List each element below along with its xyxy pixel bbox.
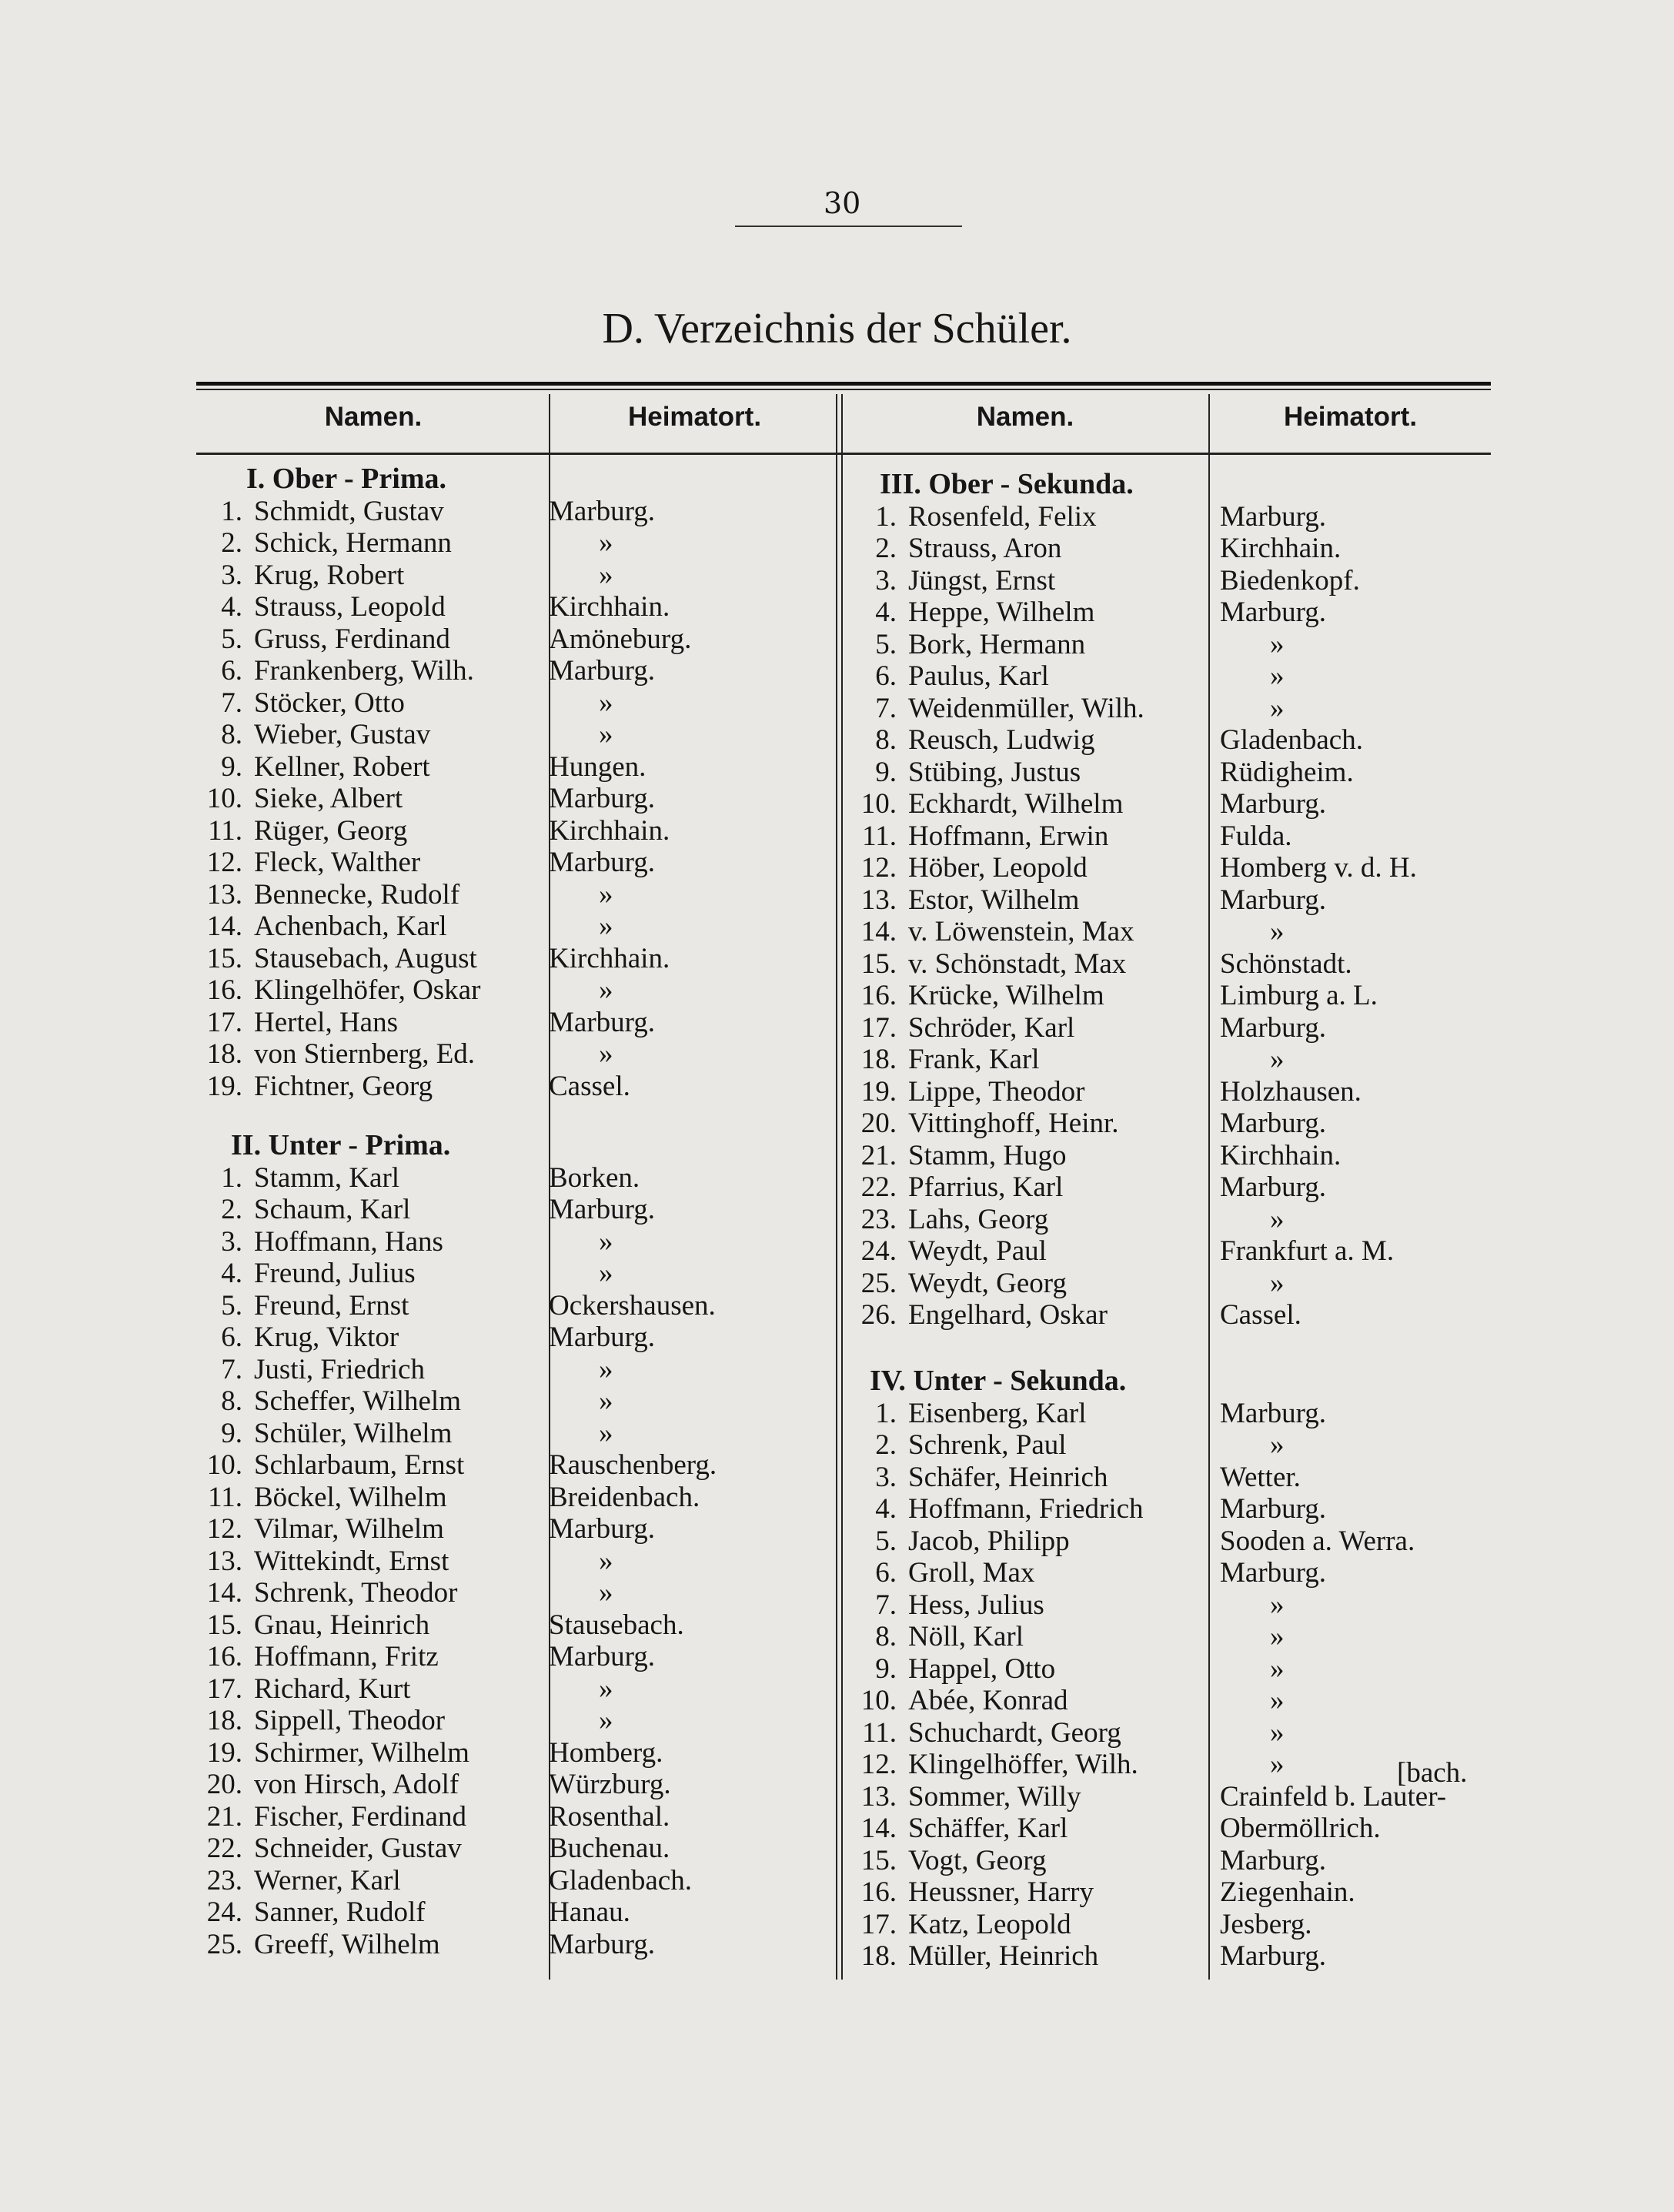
- student-number: 11.: [862, 820, 897, 852]
- student-name: Schäfer, Heinrich: [908, 1461, 1108, 1493]
- student-home: »: [1270, 1044, 1285, 1075]
- student-home: Crainfeld b. Lauter-: [1220, 1780, 1447, 1813]
- header-left-names: Namen.: [324, 402, 423, 432]
- student-name: Weydt, Georg: [908, 1267, 1067, 1299]
- student-name: Höber, Leopold: [908, 852, 1088, 884]
- student-number: 21.: [206, 1800, 242, 1833]
- student-name: Bork, Hermann: [908, 628, 1086, 660]
- student-name: Greeff, Wilhelm: [254, 1928, 440, 1960]
- student-number: 16.: [206, 1641, 242, 1672]
- student-number: 25.: [860, 1267, 897, 1299]
- student-home: Ziegenhain.: [1220, 1876, 1355, 1908]
- student-name: Weydt, Paul: [908, 1235, 1047, 1267]
- student-name: Happel, Otto: [908, 1652, 1056, 1685]
- student-home: »: [599, 974, 613, 1006]
- student-home: Marburg.: [1220, 1557, 1327, 1589]
- student-name: von Hirsch, Adolf: [254, 1769, 459, 1800]
- student-home: Frankfurt a. M.: [1220, 1235, 1395, 1267]
- student-home: »: [1270, 1749, 1285, 1780]
- student-name: Paulus, Karl: [908, 660, 1049, 692]
- student-name: Frankenberg, Wilh.: [254, 655, 474, 687]
- student-name: Fichtner, Georg: [254, 1070, 433, 1102]
- student-number: 12.: [206, 1513, 242, 1545]
- student-number: 7.: [875, 1589, 897, 1621]
- student-number: 19.: [206, 1736, 242, 1769]
- student-name: Stamm, Hugo: [908, 1139, 1067, 1171]
- student-home: Hanau.: [549, 1896, 630, 1928]
- student-number: 3.: [875, 1461, 897, 1493]
- student-number: 7.: [221, 687, 242, 719]
- student-name: Engelhard, Oskar: [908, 1299, 1108, 1331]
- student-home: Marburg.: [549, 655, 656, 687]
- student-number: 3.: [221, 1225, 242, 1258]
- student-name: Kellner, Robert: [254, 750, 430, 783]
- student-home: Marburg.: [1220, 1493, 1327, 1525]
- student-name: Pfarrius, Karl: [908, 1171, 1064, 1203]
- student-home: Kirchhain.: [549, 814, 670, 847]
- header-right-home: Heimatort.: [1283, 402, 1418, 432]
- student-name: Stamm, Karl: [254, 1161, 400, 1194]
- student-name: Rosenfeld, Felix: [908, 500, 1097, 533]
- student-home: Rauschenberg.: [549, 1449, 717, 1481]
- student-home: »: [599, 1545, 613, 1577]
- student-number: 21.: [860, 1139, 897, 1171]
- student-home: Marburg.: [549, 1928, 656, 1960]
- table-header-rule: [196, 453, 1491, 455]
- student-name: Schmidt, Gustav: [254, 495, 444, 527]
- student-home: Stausebach.: [549, 1609, 684, 1641]
- student-name: Sommer, Willy: [908, 1780, 1081, 1813]
- student-name: Krug, Viktor: [254, 1322, 399, 1353]
- student-home: Marburg.: [549, 1641, 656, 1672]
- student-name: Fischer, Ferdinand: [254, 1800, 466, 1833]
- student-home: Marburg.: [1220, 1844, 1327, 1876]
- student-home: Holzhausen.: [1220, 1075, 1362, 1108]
- student-number: 2.: [221, 527, 242, 559]
- student-name: Heussner, Harry: [908, 1876, 1094, 1908]
- student-name: Müller, Heinrich: [908, 1940, 1099, 1972]
- student-home: »: [1270, 1652, 1285, 1685]
- student-number: 8.: [875, 724, 897, 756]
- student-home: Gladenbach.: [549, 1864, 692, 1896]
- student-number: 15.: [206, 942, 242, 974]
- page-number: 30: [824, 186, 861, 220]
- student-home: Rosenthal.: [549, 1800, 670, 1833]
- student-number: 14.: [206, 911, 242, 942]
- student-home: »: [599, 1038, 613, 1070]
- student-number: 13.: [860, 884, 897, 916]
- student-number: 6.: [221, 655, 242, 687]
- student-number: 1.: [875, 1397, 897, 1429]
- section-heading: II. Unter - Prima.: [231, 1129, 451, 1161]
- student-home: »: [1270, 1685, 1285, 1716]
- student-name: Klingelhöffer, Wilh.: [908, 1749, 1138, 1780]
- student-home: Fulda.: [1220, 820, 1292, 852]
- student-home: Rüdigheim.: [1220, 756, 1354, 788]
- student-number: 17.: [206, 1672, 242, 1705]
- student-name: Sieke, Albert: [254, 783, 403, 814]
- student-name: von Stiernberg, Ed.: [254, 1038, 476, 1070]
- student-number: 11.: [862, 1716, 897, 1749]
- student-name: Freund, Julius: [254, 1258, 416, 1289]
- student-number: 1.: [875, 500, 897, 533]
- student-home: »: [1270, 628, 1285, 660]
- student-home: »: [1270, 1716, 1285, 1749]
- student-home: »: [599, 1577, 613, 1609]
- student-home: Sooden a. Werra.: [1220, 1525, 1415, 1557]
- column-divider-right: [1208, 394, 1210, 1980]
- student-number: 17.: [206, 1006, 242, 1038]
- header-right-names: Namen.: [976, 402, 1074, 432]
- student-home: Hungen.: [549, 750, 647, 783]
- student-home: »: [1270, 1589, 1285, 1621]
- student-number: 18.: [206, 1705, 242, 1736]
- student-number: 8.: [221, 719, 242, 750]
- student-number: 20.: [206, 1769, 242, 1800]
- student-number: 9.: [875, 1652, 897, 1685]
- student-number: 8.: [221, 1385, 242, 1417]
- student-home: Breidenbach.: [549, 1481, 700, 1513]
- student-name: Hoffmann, Hans: [254, 1225, 443, 1258]
- student-name: Strauss, Leopold: [254, 591, 446, 623]
- student-number: 2.: [875, 533, 897, 564]
- student-home: »: [599, 1258, 613, 1289]
- student-home: »: [599, 1353, 613, 1385]
- student-number: 2.: [221, 1194, 242, 1225]
- student-name: Freund, Ernst: [254, 1289, 409, 1322]
- student-home: Amöneburg.: [549, 623, 692, 655]
- student-home: »: [1270, 1203, 1285, 1235]
- student-number: 8.: [875, 1621, 897, 1652]
- student-home: Marburg.: [1220, 884, 1327, 916]
- student-name: Reusch, Ludwig: [908, 724, 1095, 756]
- student-name: Eisenberg, Karl: [908, 1397, 1087, 1429]
- student-name: Krug, Robert: [254, 559, 405, 591]
- student-home: Ockershausen.: [549, 1289, 716, 1322]
- student-number: 16.: [860, 980, 897, 1011]
- student-home: »: [599, 719, 613, 750]
- student-number: 20.: [860, 1108, 897, 1139]
- student-number: 24.: [860, 1235, 897, 1267]
- student-number: 18.: [860, 1940, 897, 1972]
- student-home: »: [599, 687, 613, 719]
- student-home: Cassel.: [1220, 1299, 1301, 1331]
- student-number: 16.: [860, 1876, 897, 1908]
- student-number: 12.: [860, 1749, 897, 1780]
- student-number: 24.: [206, 1896, 242, 1928]
- student-name: Nöll, Karl: [908, 1621, 1024, 1652]
- student-number: 25.: [206, 1928, 242, 1960]
- student-home: »: [599, 559, 613, 591]
- student-number: 12.: [206, 847, 242, 878]
- student-number: 15.: [206, 1609, 242, 1641]
- section-heading: III. Ober - Sekunda.: [880, 468, 1134, 500]
- student-name: Abée, Konrad: [908, 1685, 1068, 1716]
- student-number: 1.: [221, 495, 242, 527]
- student-name: Schaum, Karl: [254, 1194, 411, 1225]
- student-home: »: [599, 527, 613, 559]
- student-name: Richard, Kurt: [254, 1672, 411, 1705]
- student-home: Gladenbach.: [1220, 724, 1363, 756]
- student-home: Jesberg.: [1220, 1908, 1312, 1940]
- student-home: »: [1270, 1429, 1285, 1461]
- student-number: 11.: [208, 814, 242, 847]
- student-name: Justi, Friedrich: [254, 1353, 425, 1385]
- student-number: 17.: [860, 1908, 897, 1940]
- student-home: Marburg.: [1220, 1940, 1327, 1972]
- student-name: Schrenk, Paul: [908, 1429, 1067, 1461]
- student-home: Buchenau.: [549, 1833, 670, 1864]
- student-number: 10.: [860, 788, 897, 820]
- student-number: 4.: [221, 1258, 242, 1289]
- table-top-rule-thin: [196, 389, 1491, 390]
- student-number: 17.: [860, 1011, 897, 1044]
- student-home: Marburg.: [549, 495, 656, 527]
- student-number: 12.: [860, 852, 897, 884]
- student-number: 19.: [860, 1075, 897, 1108]
- student-home: »: [1270, 660, 1285, 692]
- student-home: Marburg.: [549, 847, 656, 878]
- student-home: Marburg.: [1220, 596, 1327, 628]
- student-home: Cassel.: [549, 1070, 630, 1102]
- section-heading: I. Ober - Prima.: [246, 463, 446, 495]
- student-number: 18.: [860, 1044, 897, 1075]
- student-number: 22.: [860, 1171, 897, 1203]
- student-number: 1.: [221, 1161, 242, 1194]
- student-number: 6.: [875, 660, 897, 692]
- student-home: Marburg.: [549, 1513, 656, 1545]
- student-home: Marburg.: [1220, 500, 1327, 533]
- student-number: 19.: [206, 1070, 242, 1102]
- student-number: 5.: [221, 623, 242, 655]
- student-number: 16.: [206, 974, 242, 1006]
- student-name: Schröder, Karl: [908, 1011, 1075, 1044]
- student-number: 6.: [875, 1557, 897, 1589]
- student-number: 26.: [860, 1299, 897, 1331]
- student-number: 9.: [221, 1417, 242, 1449]
- student-home: »: [599, 1417, 613, 1449]
- student-name: Eckhardt, Wilhelm: [908, 788, 1124, 820]
- student-name: v. Löwenstein, Max: [908, 916, 1134, 947]
- student-number: 14.: [860, 1813, 897, 1844]
- student-name: Sanner, Rudolf: [254, 1896, 426, 1928]
- student-home: Marburg.: [549, 783, 656, 814]
- student-home: Marburg.: [549, 1194, 656, 1225]
- student-number: 7.: [875, 692, 897, 724]
- student-home: Wetter.: [1220, 1461, 1301, 1493]
- student-home: Marburg.: [549, 1322, 656, 1353]
- student-home: Homberg.: [549, 1736, 663, 1769]
- student-name: Vilmar, Wilhelm: [254, 1513, 444, 1545]
- student-number: 9.: [221, 750, 242, 783]
- page-number-rule: [735, 226, 962, 227]
- student-number: 13.: [860, 1780, 897, 1813]
- student-home: »: [599, 1225, 613, 1258]
- student-name: v. Schönstadt, Max: [908, 947, 1127, 980]
- section-heading: IV. Unter - Sekunda.: [870, 1365, 1127, 1397]
- student-name: Gnau, Heinrich: [254, 1609, 430, 1641]
- student-name: Heppe, Wilhelm: [908, 596, 1095, 628]
- student-name: Schneider, Gustav: [254, 1833, 462, 1864]
- student-number: 13.: [206, 878, 242, 911]
- student-name: Stausebach, August: [254, 942, 477, 974]
- student-number: 13.: [206, 1545, 242, 1577]
- student-home: Marburg.: [1220, 1011, 1327, 1044]
- student-number: 11.: [208, 1481, 242, 1513]
- table-top-rule-thick: [196, 382, 1491, 386]
- student-name: Sippell, Theodor: [254, 1705, 446, 1736]
- student-name: Estor, Wilhelm: [908, 884, 1080, 916]
- student-number: 6.: [221, 1322, 242, 1353]
- student-home: »: [599, 1385, 613, 1417]
- student-name: Schirmer, Wilhelm: [254, 1736, 469, 1769]
- student-name: Schrenk, Theodor: [254, 1577, 458, 1609]
- student-number: 14.: [206, 1577, 242, 1609]
- student-name: Krücke, Wilhelm: [908, 980, 1104, 1011]
- student-number: 4.: [221, 591, 242, 623]
- student-name: Stübing, Justus: [908, 756, 1081, 788]
- student-home: Limburg a. L.: [1220, 980, 1378, 1011]
- student-name: Hertel, Hans: [254, 1006, 398, 1038]
- student-home: »: [1270, 1621, 1285, 1652]
- student-number: 23.: [206, 1864, 242, 1896]
- student-home: »: [599, 878, 613, 911]
- student-name: Fleck, Walther: [254, 847, 421, 878]
- student-home: Marburg.: [549, 1006, 656, 1038]
- student-number: 23.: [860, 1203, 897, 1235]
- student-home: Würzburg.: [549, 1769, 671, 1800]
- student-home: Kirchhain.: [549, 942, 670, 974]
- student-number: 15.: [860, 947, 897, 980]
- student-name: Stöcker, Otto: [254, 687, 405, 719]
- student-name: Gruss, Ferdinand: [254, 623, 450, 655]
- student-home: Marburg.: [1220, 1108, 1327, 1139]
- student-name: Werner, Karl: [254, 1864, 401, 1896]
- student-name: Wieber, Gustav: [254, 719, 431, 750]
- student-name: Lahs, Georg: [908, 1203, 1049, 1235]
- student-name: Hess, Julius: [908, 1589, 1044, 1621]
- student-name: Schäffer, Karl: [908, 1813, 1068, 1844]
- student-home: »: [599, 1705, 613, 1736]
- student-name: Schuchardt, Georg: [908, 1716, 1121, 1749]
- student-name: Vogt, Georg: [908, 1844, 1047, 1876]
- student-number: 22.: [206, 1833, 242, 1864]
- student-number: 4.: [875, 1493, 897, 1525]
- student-home: »: [599, 911, 613, 942]
- student-number: 18.: [206, 1038, 242, 1070]
- student-name: Scheffer, Wilhelm: [254, 1385, 461, 1417]
- continuation-note: [bach.: [1397, 1757, 1468, 1789]
- student-name: Achenbach, Karl: [254, 911, 447, 942]
- student-number: 10.: [206, 783, 242, 814]
- student-number: 7.: [221, 1353, 242, 1385]
- student-home: Borken.: [549, 1161, 640, 1194]
- student-name: Hoffmann, Fritz: [254, 1641, 439, 1672]
- student-number: 3.: [221, 559, 242, 591]
- student-number: 10.: [206, 1449, 242, 1481]
- student-name: Bennecke, Rudolf: [254, 878, 460, 911]
- student-name: Weidenmüller, Wilh.: [908, 692, 1144, 724]
- page-title: D. Verzeichnis der Schüler.: [602, 305, 1072, 353]
- student-name: Klingelhöfer, Oskar: [254, 974, 481, 1006]
- student-home: Kirchhain.: [549, 591, 670, 623]
- student-name: Schüler, Wilhelm: [254, 1417, 453, 1449]
- student-home: »: [599, 1672, 613, 1705]
- student-home: »: [1270, 916, 1285, 947]
- student-name: Schlarbaum, Ernst: [254, 1449, 465, 1481]
- student-home: Kirchhain.: [1220, 533, 1342, 564]
- student-name: Wittekindt, Ernst: [254, 1545, 449, 1577]
- student-name: Katz, Leopold: [908, 1908, 1071, 1940]
- student-name: Strauss, Aron: [908, 533, 1062, 564]
- student-name: Hoffmann, Erwin: [908, 820, 1109, 852]
- student-home: Marburg.: [1220, 788, 1327, 820]
- student-name: Böckel, Wilhelm: [254, 1481, 447, 1513]
- student-name: Schick, Hermann: [254, 527, 452, 559]
- student-number: 2.: [875, 1429, 897, 1461]
- student-home: Biedenkopf.: [1220, 564, 1360, 596]
- student-home: Kirchhain.: [1220, 1139, 1342, 1171]
- student-number: 3.: [875, 564, 897, 596]
- student-name: Vittinghoff, Heinr.: [908, 1108, 1119, 1139]
- student-home: Schönstadt.: [1220, 947, 1352, 980]
- student-number: 5.: [875, 1525, 897, 1557]
- student-number: 9.: [875, 756, 897, 788]
- student-home: Marburg.: [1220, 1171, 1327, 1203]
- student-home: Homberg v. d. H.: [1220, 852, 1417, 884]
- student-name: Hoffmann, Friedrich: [908, 1493, 1144, 1525]
- student-name: Jacob, Philipp: [908, 1525, 1070, 1557]
- student-home: »: [1270, 1267, 1285, 1299]
- student-number: 15.: [860, 1844, 897, 1876]
- student-number: 10.: [860, 1685, 897, 1716]
- student-home: Obermöllrich.: [1220, 1813, 1381, 1844]
- student-name: Jüngst, Ernst: [908, 564, 1056, 596]
- student-number: 14.: [860, 916, 897, 947]
- student-name: Frank, Karl: [908, 1044, 1040, 1075]
- student-name: Rüger, Georg: [254, 814, 408, 847]
- column-divider-center-a: [836, 394, 837, 1980]
- student-name: Groll, Max: [908, 1557, 1035, 1589]
- header-left-home: Heimatort.: [627, 402, 762, 432]
- student-number: 4.: [875, 596, 897, 628]
- student-number: 5.: [221, 1289, 242, 1322]
- student-home: Marburg.: [1220, 1397, 1327, 1429]
- student-number: 5.: [875, 628, 897, 660]
- student-name: Lippe, Theodor: [908, 1075, 1085, 1108]
- student-home: »: [1270, 692, 1285, 724]
